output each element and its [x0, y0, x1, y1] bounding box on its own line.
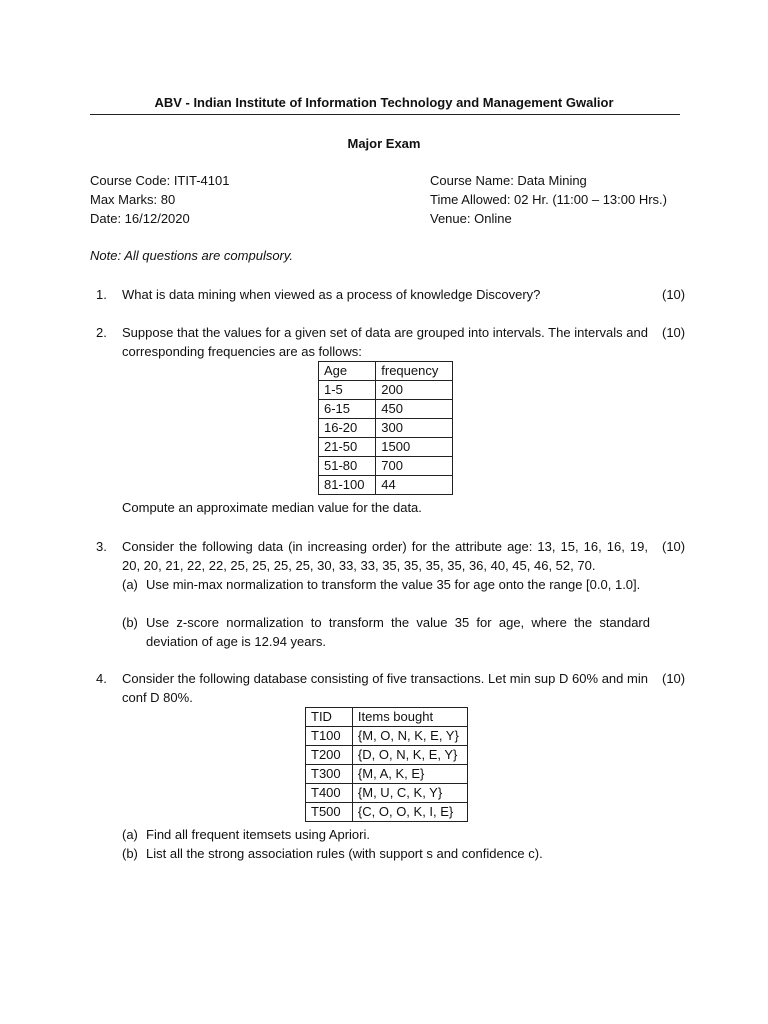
table-cell: {M, U, C, K, Y} — [352, 784, 467, 803]
table-cell: T400 — [306, 784, 353, 803]
table-row — [306, 765, 468, 784]
table-header-row — [306, 708, 468, 727]
exam-date: Date: 16/12/2020 — [90, 211, 190, 226]
exam-title: Major Exam — [347, 136, 421, 151]
part-label: (b) — [122, 846, 138, 861]
table-row — [319, 476, 453, 495]
age-frequency-table — [318, 361, 453, 495]
table-cell: T500 — [306, 803, 353, 822]
question-number: 4. — [96, 671, 107, 686]
question-marks: (10) — [662, 325, 686, 340]
question-marks: (10) — [662, 287, 686, 302]
table-cell: 81-100 — [319, 476, 376, 495]
table-cell: {M, O, N, K, E, Y} — [352, 727, 467, 746]
question-text: Suppose that the values for a given set of data are grouped into intervals. The intervals and corresponding frequencies are as follows: — [122, 325, 648, 360]
table-row — [306, 803, 468, 822]
table-row — [306, 727, 468, 746]
part-text: List all the strong association rules (with support s and confidence c). — [146, 846, 543, 861]
table-cell: 1-5 — [319, 381, 376, 400]
table-cell: 6-15 — [319, 400, 376, 419]
table-header-cell: Age — [319, 362, 376, 381]
venue: Venue: Online — [430, 211, 512, 226]
table-cell: 44 — [376, 476, 453, 495]
max-marks: Max Marks: 80 — [90, 192, 176, 207]
question-number: 3. — [96, 539, 107, 554]
table-cell: {D, O, N, K, E, Y} — [352, 746, 467, 765]
instructions-note: Note: All questions are compulsory. — [90, 248, 294, 263]
table-cell: {C, O, O, K, I, E} — [352, 803, 467, 822]
question-text: What is data mining when viewed as a process of knowledge Discovery? — [122, 287, 541, 302]
question-number: 2. — [96, 325, 107, 340]
question-text: Consider the following database consisting of five transactions. Let min sup D 60% and min conf D 80%. — [122, 671, 648, 706]
institute-title: ABV - Indian Institute of Information Technology and Management Gwalior — [154, 95, 614, 110]
table-row — [306, 746, 468, 765]
table-cell: 16-20 — [319, 419, 376, 438]
table-row — [306, 784, 468, 803]
part-text: Find all frequent itemsets using Apriori. — [146, 827, 370, 842]
table-cell: T300 — [306, 765, 353, 784]
course-name: Course Name: Data Mining — [430, 173, 587, 188]
table-cell: {M, A, K, E} — [352, 765, 467, 784]
table-header-row — [319, 362, 453, 381]
question-number: 1. — [96, 287, 107, 302]
question-marks: (10) — [662, 671, 686, 686]
question-followup: Compute an approximate median value for the data. — [122, 500, 422, 515]
table-row — [319, 400, 453, 419]
table-cell: 300 — [376, 419, 453, 438]
table-cell: T200 — [306, 746, 353, 765]
part-label: (a) — [122, 577, 138, 592]
table-cell: 51-80 — [319, 457, 376, 476]
table-cell: T100 — [306, 727, 353, 746]
part-text: Use z-score normalization to transform the value 35 for age, where the standard deviation of age is 12.94 years. — [146, 615, 650, 650]
table-row — [319, 381, 453, 400]
part-label: (a) — [122, 827, 138, 842]
table-row — [319, 419, 453, 438]
part-label: (b) — [122, 615, 138, 630]
table-row — [319, 457, 453, 476]
course-code: Course Code: ITIT-4101 — [90, 173, 230, 188]
table-cell: 1500 — [376, 438, 453, 457]
table-row — [319, 438, 453, 457]
table-header-cell: TID — [306, 708, 353, 727]
table-cell: 450 — [376, 400, 453, 419]
question-marks: (10) — [662, 539, 686, 554]
transactions-table — [305, 707, 468, 822]
header-divider — [90, 114, 680, 115]
table-cell: 21-50 — [319, 438, 376, 457]
table-header-cell: frequency — [376, 362, 453, 381]
part-text: Use min-max normalization to transform the value 35 for age onto the range [0.0, 1.0]. — [146, 577, 641, 592]
time-allowed: Time Allowed: 02 Hr. (11:00 – 13:00 Hrs.) — [430, 192, 667, 207]
table-header-cell: Items bought — [352, 708, 467, 727]
question-text: Consider the following data (in increasing order) for the attribute age: 13, 15, 16, 16, 19, 20, 20, 21, 22, 22, 25, 25, 25, 25, 30, 33, 33, 35, 35, 35, 35, 36, 40, 45, 46, 52, 70. — [122, 539, 648, 574]
table-cell: 700 — [376, 457, 453, 476]
table-cell: 200 — [376, 381, 453, 400]
